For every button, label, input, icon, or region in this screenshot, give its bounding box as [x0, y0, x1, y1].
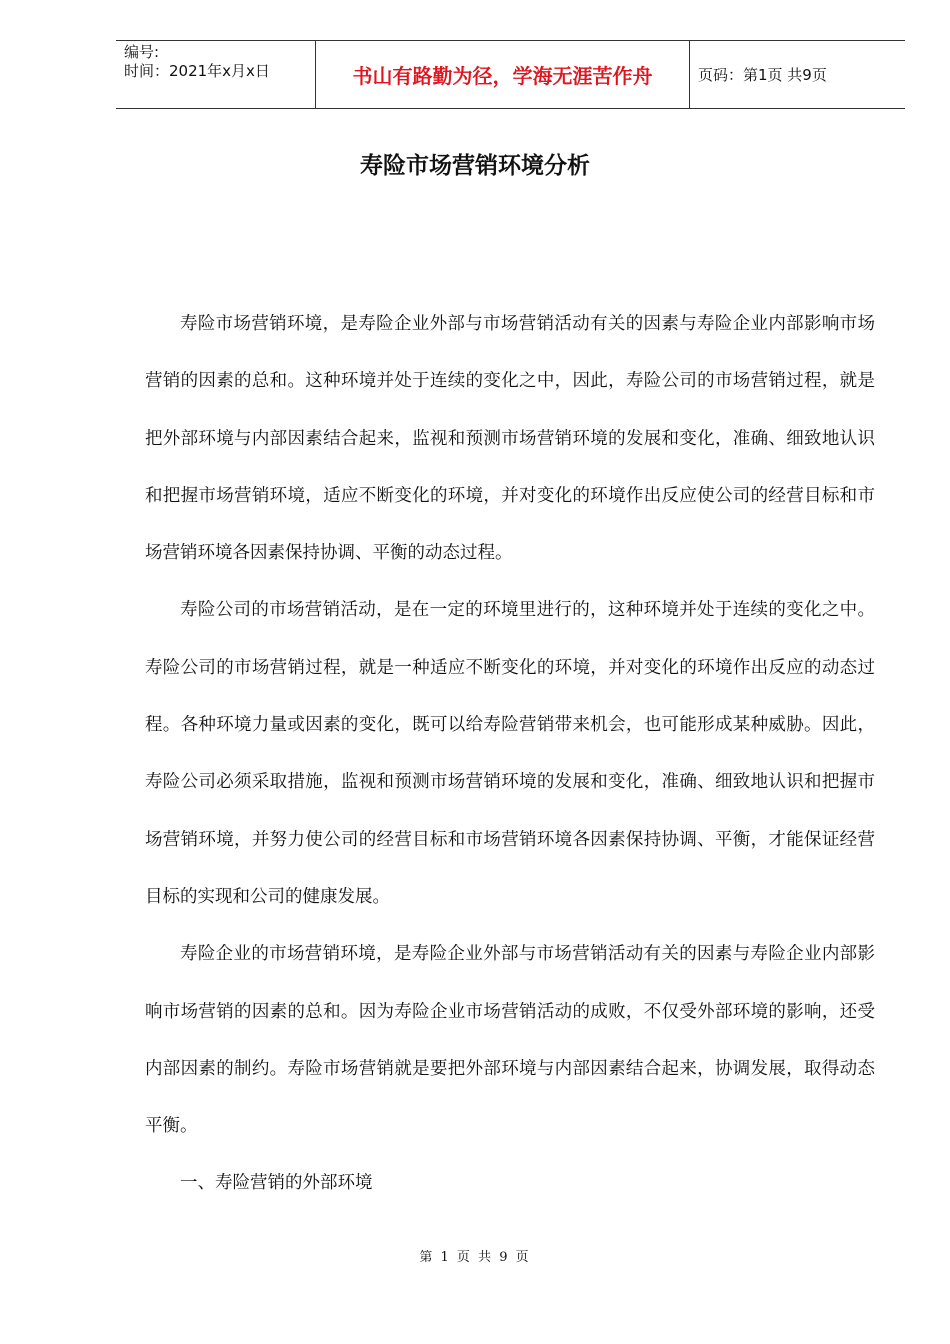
document-title: 寿险市场营销环境分析: [360, 153, 590, 179]
header-motto: 书山有路勤为径，学海无涯苦作舟: [316, 41, 690, 108]
header-page-info: 页码：第1页 共9页: [698, 66, 827, 84]
serial-label: 编号:: [124, 43, 160, 61]
document-header: [116, 40, 905, 109]
paragraph: 寿险企业的市场营销环境，是寿险企业外部与市场营销活动有关的因素与寿险企业内部影响市场营销的因素的总和。因为寿险企业市场营销活动的成败，不仅受外部环境的影响，还受内部因素的制约。寿险市场营销就是要把外部环境与内部因素结合起来，协调发展，取得动态平衡。: [145, 944, 875, 1137]
paragraph: 寿险市场营销环境，是寿险企业外部与市场营销活动有关的因素与寿险企业内部影响市场营销的因素的总和。这种环境并处于连续的变化之中，因此，寿险公司的市场营销过程，就是把外部环境与内部因素结合起来，监视和预测市场营销环境的发展和变化，准确、细致地认识和把握市场营销环境，适应不断变化的环境，并对变化的环境作出反应使公司的经营目标和市场营销环境各因素保持协调、平衡的动态过程。: [145, 314, 875, 564]
paragraph: 寿险公司的市场营销活动，是在一定的环境里进行的，这种环境并处于连续的变化之中。寿险公司的市场营销过程，就是一种适应不断变化的环境，并对变化的环境作出反应的动态过程。各种环境力量或因素的变化，既可以给寿险营销带来机会，也可能形成某种威胁。因此，寿险公司必须采取措施，监视和预测市场营销环境的发展和变化，准确、细致地认识和把握市场营销环境，并努力使公司的经营目标和市场营销环境各因素保持协调、平衡，才能保证经营目标的实现和公司的健康发展。: [145, 600, 875, 907]
section-heading: 一、寿险营销的外部环境: [180, 1173, 373, 1194]
time-label: 时间：2021年x月x日: [124, 62, 270, 80]
document-body: [145, 296, 875, 1213]
page-footer: 第 1 页 共 9 页: [419, 1250, 531, 1265]
header-meta-cell: [116, 41, 316, 108]
